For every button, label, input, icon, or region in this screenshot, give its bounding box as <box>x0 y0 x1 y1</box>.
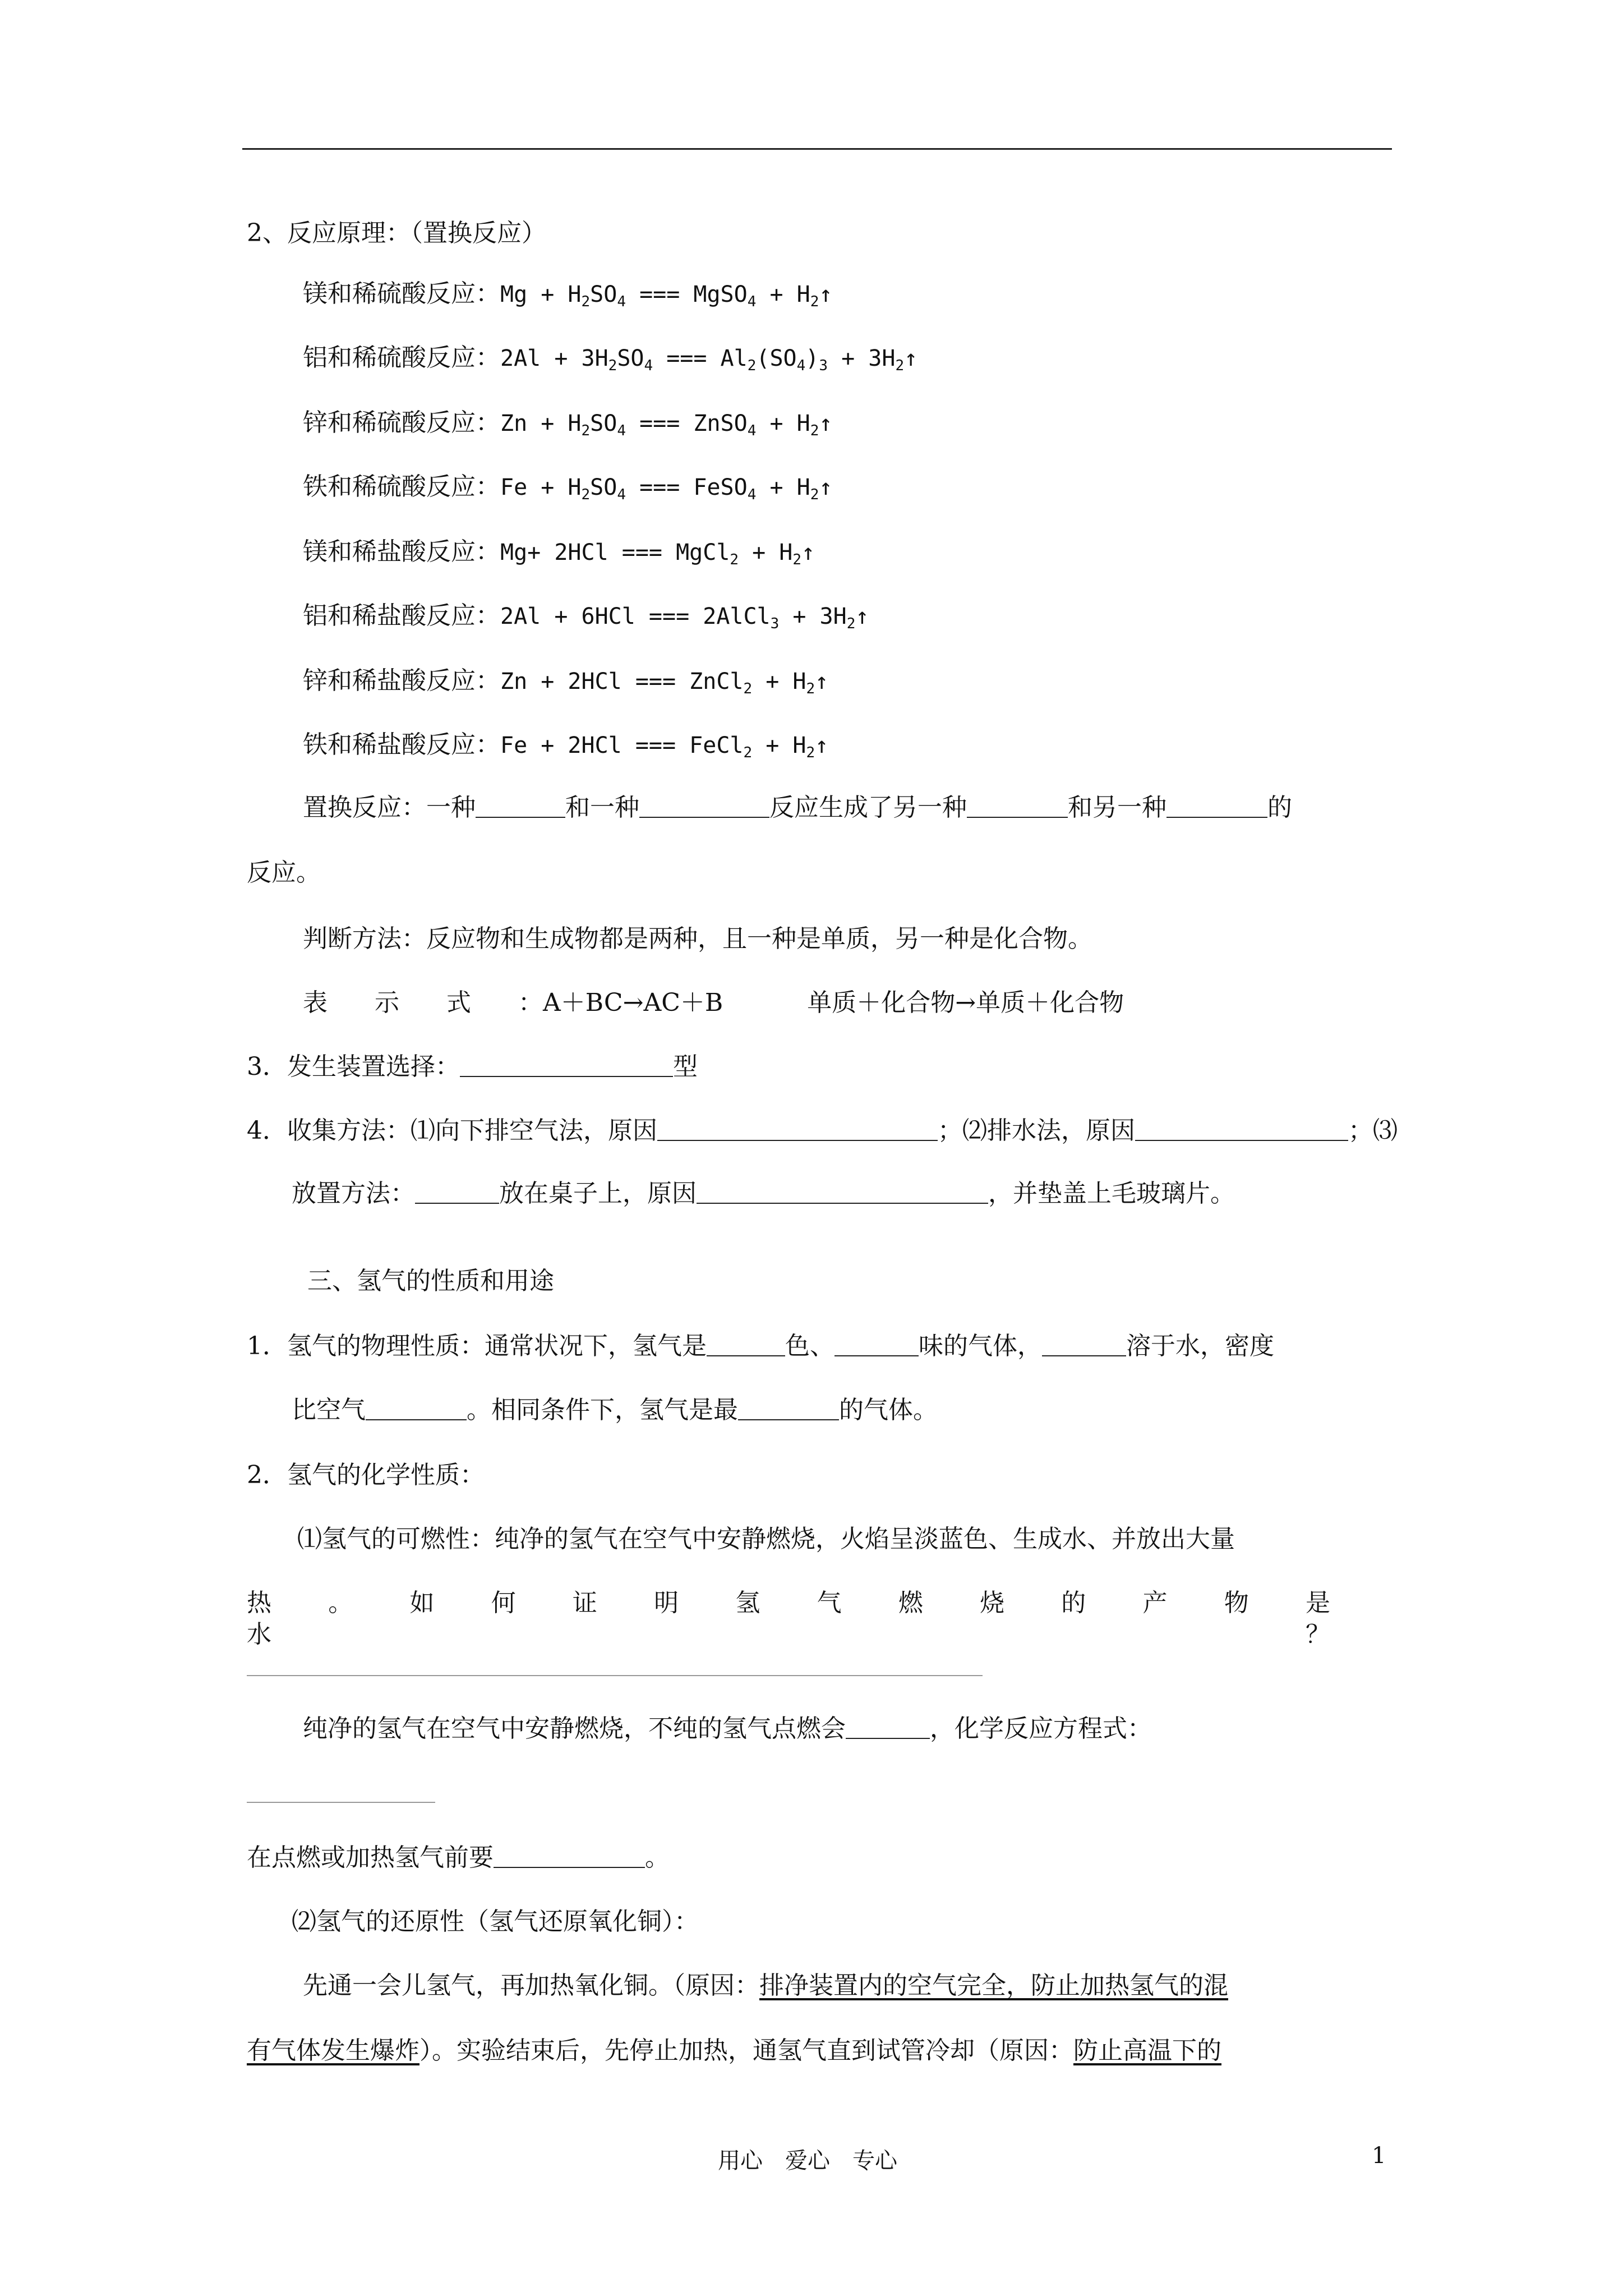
blank-purity-check[interactable] <box>494 1844 645 1868</box>
subscript: 2 <box>608 357 617 374</box>
subscript: 2 <box>810 293 819 310</box>
subscript: 4 <box>644 357 653 374</box>
subscript: 2 <box>895 357 905 374</box>
equation-part: ) <box>805 346 819 371</box>
section-2-title: 2、反应原理：（置换反应） <box>247 219 546 247</box>
reaction-label: 镁和稀盐酸反应： <box>303 537 500 566</box>
blank-4[interactable] <box>1166 794 1267 818</box>
reaction-equation <box>500 411 833 439</box>
subscript: 4 <box>617 486 626 503</box>
blank-2[interactable] <box>639 794 769 818</box>
blank-3[interactable] <box>967 794 1068 818</box>
equation-part: + 3H <box>779 604 847 629</box>
blank-solubility[interactable] <box>1042 1333 1126 1356</box>
reaction-line <box>303 729 828 761</box>
reduction-reason-1-end: 有气体发生爆炸 <box>247 2036 419 2065</box>
blank-reason-1[interactable] <box>657 1117 938 1141</box>
blank-explosion[interactable] <box>846 1715 930 1739</box>
subscript: 2 <box>743 680 753 697</box>
equation-part: === Al <box>653 346 748 371</box>
subscript: 2 <box>747 357 757 374</box>
subscript: 3 <box>770 615 780 632</box>
subscript: 2 <box>806 744 815 761</box>
formula-expression: A＋BC→AC＋B <box>543 988 723 1017</box>
subscript: 4 <box>747 486 757 503</box>
equation-part: ↑ <box>904 346 918 371</box>
equation-part: Mg+ 2HCl === MgCl <box>500 540 730 565</box>
equation-part: Fe + 2HCl === FeCl <box>500 733 744 758</box>
equation-part: + H <box>752 733 806 758</box>
subscript: 2 <box>743 744 753 761</box>
physical-properties-line-1: 1．氢气的物理性质：通常状况下，氢气是 色、 味的气体， 溶于水，密度 <box>247 1332 1274 1360</box>
equation-part: Fe + H <box>500 475 582 500</box>
equation-part: Zn + 2HCl === ZnCl <box>500 669 744 694</box>
reaction-line <box>303 342 917 374</box>
combustion-question: 热。如何证明氢气燃烧的产物是水？ <box>247 1589 1385 1649</box>
combustion-line-1: ⑴氢气的可燃性：纯净的氢气在空气中安静燃烧，火焰呈淡蓝色、生成水、并放出大量 <box>297 1525 1235 1553</box>
blank-reason-3[interactable] <box>697 1180 988 1204</box>
physical-properties-line-2: 比空气 。相同条件下，氢气是最 的气体。 <box>292 1396 938 1424</box>
equation-part: + H <box>756 475 810 500</box>
reaction-equation <box>500 669 829 697</box>
reduction-line-1: 先通一会儿氢气，再加热氧化铜。（原因：排净装置内的空气完全，防止加热氢气的混 <box>303 1971 1228 2000</box>
equation-part: SO <box>617 346 644 371</box>
combustion-line-4: 在点燃或加热氢气前要 。 <box>247 1843 670 1872</box>
equation-part: SO <box>590 282 617 307</box>
reaction-equation <box>500 346 918 374</box>
reaction-label: 锌和稀盐酸反应： <box>303 666 500 695</box>
reduction-reason-1: 排净装置内的空气完全，防止加热氢气的混 <box>759 1971 1228 2000</box>
subscript: 4 <box>617 293 626 310</box>
equation-part: ↑ <box>819 282 833 307</box>
reduction-line-2: 有气体发生爆炸）。实验结束后，先停止加热，通氢气直到试管冷却（原因：防止高温下的 <box>247 2036 1221 2065</box>
subscript: 2 <box>581 486 591 503</box>
question-3: 3．发生装置选择： 型 <box>247 1052 698 1081</box>
equation-part: + H <box>756 282 810 307</box>
equation-part: + H <box>752 669 806 694</box>
equation-part: ↑ <box>819 475 833 500</box>
reaction-label: 铁和稀硫酸反应： <box>303 472 500 501</box>
formula-words: 单质＋化合物→单质＋化合物 <box>807 988 1124 1017</box>
subscript: 2 <box>730 551 739 568</box>
blank-density[interactable] <box>366 1397 467 1420</box>
equation-part: SO <box>590 475 617 500</box>
blank-reason-2[interactable] <box>1135 1117 1348 1141</box>
equation-part: ↑ <box>815 669 829 694</box>
reaction-label: 铝和稀盐酸反应： <box>303 601 500 630</box>
formula-line <box>303 987 1124 1019</box>
reaction-label: 镁和稀硫酸反应： <box>303 279 500 308</box>
reaction-line <box>303 665 828 697</box>
reduction-title: ⑵氢气的还原性（氢气还原氧化铜）： <box>292 1907 699 1936</box>
subscript: 2 <box>581 422 591 439</box>
equation-part: + H <box>756 411 810 436</box>
equation-part: Mg + H <box>500 282 582 307</box>
blank-1[interactable] <box>476 794 565 818</box>
blank-placement[interactable] <box>415 1180 499 1204</box>
blank-color[interactable] <box>707 1333 785 1356</box>
equation-part: (SO <box>756 346 797 371</box>
reaction-line <box>303 407 832 439</box>
question-4-line-2: 放置方法： 放在桌子上，原因 ，并垫盖上毛玻璃片。 <box>292 1179 1235 1208</box>
equation-part: === ZnSO <box>625 411 748 436</box>
footer-motto: 用心 爱心 专心 <box>718 2148 897 2174</box>
reaction-equation <box>500 604 869 632</box>
subscript: 3 <box>819 357 828 374</box>
blank-lightest[interactable] <box>738 1397 839 1420</box>
substitution-definition-line: 置换反应：一种 和一种 反应生成了另一种 和另一种 的 <box>303 793 1292 822</box>
subscript: 2 <box>806 680 815 697</box>
subscript: 2 <box>846 615 856 632</box>
header-rule <box>242 148 1392 150</box>
answer-line-2[interactable] <box>247 1802 435 1803</box>
reaction-label: 锌和稀硫酸反应： <box>303 408 500 437</box>
reaction-line <box>303 278 832 310</box>
reaction-equation <box>500 475 833 503</box>
reaction-equation <box>500 540 815 568</box>
page-number: 1 <box>1372 2143 1386 2169</box>
combustion-line-3: 纯净的氢气在空气中安静燃烧，不纯的氢气点燃会 ，化学反应方程式： <box>303 1714 1152 1743</box>
equation-part: ↑ <box>801 540 815 565</box>
chemical-properties-title: 2．氢气的化学性质： <box>247 1461 485 1489</box>
equation-part: SO <box>590 411 617 436</box>
reaction-line <box>303 471 832 503</box>
equation-part: + 3H <box>828 346 896 371</box>
equation-part: ↑ <box>855 604 869 629</box>
reaction-equation <box>500 733 829 761</box>
formula-label: 表示式： <box>303 988 590 1017</box>
subscript: 4 <box>747 293 757 310</box>
subscript: 2 <box>792 551 802 568</box>
blank-smell[interactable] <box>834 1333 919 1356</box>
equation-part: + H <box>739 540 793 565</box>
section-3-title: 三、氢气的性质和用途 <box>307 1267 554 1295</box>
subscript: 4 <box>796 357 806 374</box>
reaction-label: 铁和稀盐酸反应： <box>303 730 500 759</box>
equation-part: Zn + H <box>500 411 582 436</box>
reaction-equation <box>500 282 833 310</box>
equation-part: === MgSO <box>625 282 748 307</box>
judge-method: 判断方法：反应物和生成物都是两种，且一种是单质，另一种是化合物。 <box>303 924 1092 953</box>
reaction-label: 铝和稀硫酸反应： <box>303 343 500 372</box>
reaction-line <box>303 536 815 568</box>
equation-part: ↑ <box>819 411 833 436</box>
equation-part: === FeSO <box>625 475 748 500</box>
subscript: 2 <box>810 422 819 439</box>
answer-line-1[interactable] <box>247 1675 983 1676</box>
substitution-definition-end: 反应。 <box>247 858 321 887</box>
reduction-reason-2: 防止高温下的 <box>1073 2036 1221 2065</box>
equation-part: 2Al + 3H <box>500 346 608 371</box>
subscript: 2 <box>810 486 819 503</box>
reaction-line <box>303 600 869 632</box>
equation-part: ↑ <box>815 733 829 758</box>
equation-part: 2Al + 6HCl === 2AlCl <box>500 604 771 629</box>
subscript: 2 <box>581 293 591 310</box>
subscript: 4 <box>747 422 757 439</box>
subscript: 4 <box>617 422 626 439</box>
question-4-line-1: 4．收集方法：⑴向下排空气法，原因 ；⑵排水法，原因 ；⑶ <box>247 1116 1398 1145</box>
blank-apparatus-type[interactable] <box>460 1053 673 1077</box>
